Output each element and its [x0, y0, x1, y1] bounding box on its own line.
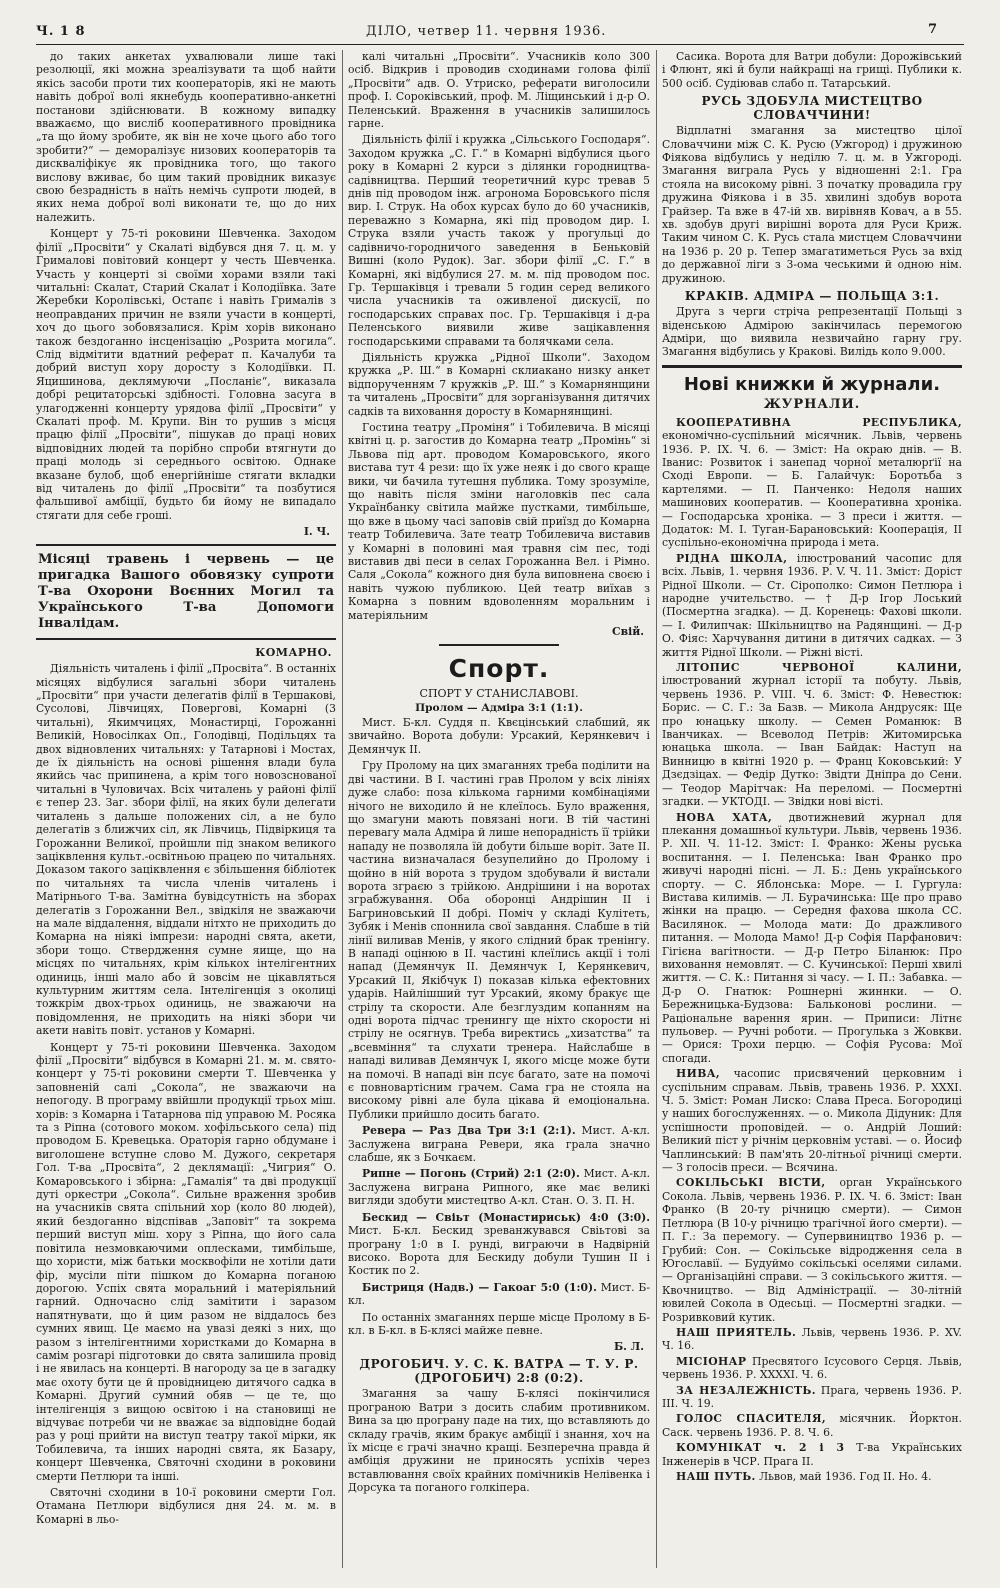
journal-title: ЗА НЕЗАЛЕЖНІСТЬ.	[676, 1383, 816, 1397]
match-lead: Бескид — Свіьт (Монастириськ) 4:0 (3:0).	[362, 1210, 650, 1224]
author-signature: Свій.	[612, 625, 644, 639]
article-paragraph: Друга з черги стріча репрезентації Польщі з віденською Адмірою закінчилась перемогою Адміри, що виявила незвичайно гарну гру. Змагання відбулись у Кракові. Вилідь коло 9.000.	[662, 305, 962, 359]
journal-entry	[662, 1384, 962, 1411]
match-report	[348, 1211, 650, 1278]
journal-title: РІДНА ШКОЛА,	[676, 551, 788, 565]
article-paragraph: Концерт у 75-ті роковини Шевченка. Заходом філії „Просвіти“ у Скалаті відбувся дня 7. ц. м. у Грималові повітовий концерт у честь Шевченка. Участь у концерті зі своїми хорами взяли такі читальні: Скалат, Старий Скалат і Колодіївка. Зате Жеребки Королівські, Остапє і навіть Грималів з неоправданих причин не взяли участи в концерті, хоч до цього зобовязалися. Крім хорів виконано також бездоганно інсценізацію „Розрита могила“. Слід відмітити вдатний реферат п. Качалуби та добрий виступ хору доросту з Колодіївки. П. Яцишинова, деклямуючи „Посланіє“, виказала добрі рецитаторські здібності. Головна засуга в улагодженні концерту урядова філії „Просвіти“ у Скалаті проф. М. Крупи. Він то рушив з місця працю філії „Просвіти“, пішукав до праці нових відповідних людей та порібно спроби втягнути до праці молодь зі середнього освітою. Однаке вказане булоб, щоб енергійніше стягати вкладки від читалень до філії „Просвіти“ та позбутися фальшивої амбіції, будьто би йому не випадало стягати для себе гроші.	[36, 227, 336, 522]
article-paragraph: до таких анкетах ухвалювали лише такі резолюції, які можна зреалізувати та щоб найти якісь засоби проти тих кооператорів, які не мають навіть доброї волі якнебудь кооперативно-анкетні постанови здійснювати. В кожному випадку вважаємо, що висліб кооперативного провідника „та що йому зробите, як він не хоче цього або того зробити?“ — деморалізує низових кооператорів та дискваліфікує як провідника того, що такого вислову вживає, бо цим такий провідник виказує свою безрадність в наїть немічь супроти людей, в яких нема доброї волі виконати те, що до них належить.	[36, 50, 336, 224]
journal-entry	[662, 1067, 962, 1174]
journal-description: Львів, червень 1936. Р. XV. Ч. 16.	[662, 1325, 962, 1353]
journal-title: НАШ ПУТЬ.	[676, 1470, 756, 1483]
place-heading: КОМАРНО.	[255, 646, 332, 660]
match-text: Мист. А-кл. Заслужена виграна Ревери, яка грала значно слабше, як з Бочкаєм.	[348, 1124, 650, 1165]
journal-description: ілюстрований часопис для всіх. Львів, 1. червня 1936. Р. V. Ч. 11. Зміст: Доріст Рідної Школи. — Ст. Сірополко: Симон Петлюра і народне учительство. — † Д-р Ігор Лоський (Посмертна згадка). — Д. Коренець: Фахові школи. — І. Филипчак: Шкільництво на Радянщині. — Д-р О. Фіяс: Харчування дитини в дитячих садках. — З життя Рідної Школи. — Ріжні вісті.	[662, 551, 962, 659]
match-text: Мист. Б-кл.	[348, 1280, 650, 1308]
article-paragraph: Діяльність читалень і філії „Просвіта“. В останніх місяцях відбулися загальні збори читалень „Просвіти“ при участи делегатів філії в Тершаковi, Сусолові, Лівчицях, Поверговi, Комарні (3 читальні), Якимчицях, Монастирці, Горожанні Великій, Новосілках Оп., Голодівці, Подільцях та двох відновлених читальнях: у Татарнові і Мостах, де їх діяльність на основі рішення влади була якийсь час припинена, а крім того новозснованої читальні в Чуловичах. Всіх читалень у районі філії є тепер 23. Заг. збори філії, на яких були делегати читалень з дальше положених сіл, а не було делегатів з ближчих сіл, як Лівчиць, Підвіркиця та Горожанни Великої, пройшли під знаком великого заціквлення культ.-освітньою працею по читальнях. Доказом такого заціквлення є збільшення бібліотек по читальнях та числа членів читалень і Матірнього Т-ва. Замітна бувідсутність на зборах делегатів з Горожанни Вел., звідкіля не зважаючи на мале віддалення, віддали нітхто не приходить до Комарна на ніякі імпрези: народні свята, акети, збори тощо. Ствердження сумне яище, що на місцях по читальнях, крім кількох інтелігентних одиниць, інші мало або й зовсім не цікавляться культурним життям села. Інтелігенція з околиці тожкрім двох-трьох одиниць, не зважаючи на повідомлення, не приходить на ніякі збори чи акети навіть повіт. установ у Комарні.	[36, 662, 336, 1038]
drogobych-heading: ДРОГОБИЧ. У. С. К. ВАТРА — Т. У. Р. (ДРОГОБИЧ) 2:8 (0:2).	[359, 1357, 639, 1386]
books-heading: Нові книжки й журнали.	[683, 373, 941, 395]
issue-number: Ч. 1 8	[36, 24, 86, 39]
journal-entry	[662, 416, 962, 550]
match-report	[348, 1167, 650, 1207]
journal-title: НАШ ПРИЯТЕЛЬ.	[676, 1325, 797, 1339]
column-3	[662, 50, 962, 1568]
journal-description: ілюстрований журнал історії та побуту. Львів, червень 1936. Р. VIII. Ч. 6. Зміст: Ф. Невестюк: Борис. — С. Г.: За Базв. — Микола Андрусяк: Ще про юнацьку школу. — Семен Романюк: В Іванчиках. — Всеволод Петрів: Житомирська юнацька школа. — Іван Байдак: Наступ на Винницю в квітні 1920 р. — Франц Коковський: У Дзєдзіцах. — Федір Дутко: Звідти Дніпра до Сени. — Теодор Марітчак: На переломі. — Посмертні згадки. — УКТОДІ. — Звідки нові вісті.	[662, 674, 962, 809]
journal-entry	[662, 1176, 962, 1323]
sport-section-title: Спорт.	[448, 654, 550, 684]
newspaper-title: ДІЛО, четвер 11. червня 1936.	[366, 24, 607, 39]
journal-title: ЛІТОПИС ЧЕРВОНОЇ КАЛИНИ,	[676, 661, 962, 675]
journal-description: економічно-суспільний місячник. Львів, червень 1936. Р. IX. Ч. 6. — Зміст: На окраю днів. — В. Іванис: Розвиток і занепад чорної металюрґії на Сході Европи. — Б. Галайчук: Боротьба з картелями. — П. Панченко: Недоля наших машинових кооператив. — Кооперативна хроніка. — Господарська хроніка. — З преси і життя. — Додаток: М. І. Туган-Барановський: Кооперація, II суспільно-економічна природа і мета.	[662, 429, 962, 550]
match-report	[348, 1281, 650, 1308]
journal-entry	[662, 1441, 962, 1468]
journal-title: ГОЛОС СПАСИТЕЛЯ,	[676, 1412, 827, 1426]
journal-description: Львов, май 1936. Год II. Но. 4.	[755, 1470, 932, 1483]
journal-title: СОКІЛЬСЬКІ ВІСТИ,	[676, 1176, 826, 1190]
journal-title: КОМУНІКАТ ч. 2 і 3	[676, 1441, 845, 1455]
journal-description: Прага, червень 1936. Р. III. Ч. 19.	[662, 1383, 962, 1410]
article-paragraph: Сасика. Ворота для Ватри добули: Дорожівський і Флюнт, які й були найкращі на грищі. Публики к. 500 осіб. Судіював слабо п. Татарський.	[662, 50, 962, 90]
column-divider	[342, 50, 343, 1568]
author-signature: І. Ч.	[303, 525, 330, 539]
match-lead: Бистриця (Надв.) — Гакоаг 5:0 (1:0).	[362, 1280, 597, 1294]
sport-subheading: СПОРТ У СТАНИСЛАВОВІ.	[419, 687, 579, 701]
column-divider	[656, 50, 657, 1568]
journal-entry	[662, 661, 962, 808]
journals-subheading: ЖУРНАЛИ.	[763, 396, 861, 412]
article-paragraph: Діяльність філії і кружка „Сільського Господаря“. Заходом кружка „С. Г.“ в Комарні відбулися цього року в Комарні 2 курси з ділянки городництва-садівництва. Перший теоретичний курс тревав 5 днів під проводом інж. агронома Боровського після вир. І. Струк. На обох курсах було до 60 учасників, переважно з Комарна, які під проводом дир. І. Струка взяли участь також у прогульці до садівничо-городничого заведення в Беньковій Вишні (коло Рудок). Заг. збори філії „С. Г.“ в Комарні, які відбулися 27. м. м. під проводом пос. Гр. Тершаківця і тревали 5 годин серед великого числа учасників та оживленої дискусії, по господарських справах пос. Гр. Тершаківця і д-ра Пеленського виявили живе зацікавлення господарськими справами та болячками села.	[348, 133, 650, 348]
article-paragraph: Святочні сходини в 10-ї роковини смерти Гол. Отамана Петлюри відбулися дня 24. м. м. в Комарні в льо-	[36, 1486, 336, 1526]
match-lead: Рипне — Погонь (Стрий) 2:1 (2:0).	[362, 1167, 580, 1181]
journal-description: часопис присвячений церковним і суспільним справам. Львів, травень 1936. Р. XXXI. Ч. 5. Зміст: Роман Лиско: Слава Преса. Богородиці у наших богослуженнях. — о. Микола Дідуник: Для успішности проповідей. — о. Андрій Лоший: Великий піст у річнім церковнім уставі. — о. Йосиф Чаплинський: В пам'ять 20-літньої річниці смерти. — З голосів преси. — Всячина.	[662, 1067, 962, 1175]
journal-entry	[662, 1355, 962, 1382]
journal-title: НОВА ХАТА,	[676, 810, 773, 824]
article-paragraph: калі читальні „Просвіти“. Учасників коло 300 осіб. Відкрив і проводив сходинами голова філії „Просвіти“ адв. О. Утриско, реферати виголосили проф. І. Сороківський, проф. М. Ліщинський і д-р О. Пеленський. Враження в учасників залишилось гарне.	[348, 50, 650, 131]
author-signature: Б. Л.	[613, 1340, 644, 1354]
section-rule	[439, 644, 559, 646]
journal-description: місячник. Йорктон. Саск. червень 1936. Р. 8. Ч. 6.	[662, 1412, 962, 1439]
match-report	[348, 1124, 650, 1164]
journal-entry	[662, 1412, 962, 1439]
match-text: Мист. Б-кл. Бескид зреванжувався Свіьтові за програну 1:0 в І. рунді, виграючи в Надвірній високо. Ворота для Бескиду добули Тушин II і Костик по 2.	[348, 1224, 650, 1278]
journal-description: Т-ва Українських Інженерів в ЧСР. Прага II.	[662, 1441, 962, 1468]
journal-title: НИВА,	[676, 1067, 721, 1081]
journal-description: двотижневий журнал для плекання домашньої культури. Львів, червень 1936. Р. XII. Ч. 11-12. Зміст: І. Франко: Жены руська воспитання. — І. Пеленська: Іван Франко про живучі народні пісні. — Л. Б.: День українського спорту. — С. Яблонська: Море. — І. Гургула: Вистава килимів. — Л. Бурачинська: Ще про право жінки на працю. — Середня фахова школа СС. Василянок. — Молода мати: До дражливого питання. — Молода Мамо! Д-р Софія Парфанович: Гігієна вагітности. — Д-р Петро Біланюк: Про виховання немовлят. — С. Кучинської: Перші хвилі життя. — С. К.: Питання зі часу. — І. П.: Забавка. — Д-р О. Гнатюк: Рошнерні жиннки. — О. Бережницька-Будзова: Бальконові рослини. — Раціональне варення ярин. — Приписи: Літнє пульовер. — Ручні роботи. — Прогулька з Жовкви. — Орися: Трохи перцю. — Софія Русова: Мої спогади.	[662, 810, 962, 1065]
match-title: Пролом — Адміра 3:1 (1:1).	[415, 702, 583, 715]
journal-entry	[662, 1326, 962, 1353]
header-rule	[36, 44, 964, 45]
article-paragraph: Концерт у 75-ті роковини Шевченка. Заходом філії „Просвіти“ відбувся в Комарні 21. м. м. свято-концерт у 75-ті роковини смерти Т. Шевченка у заповненій салі „Сокола“, не зважаючи на непогоду. В програму ввійшли продукції трьох міш. хорів: з Комарна і Татарнова під управою М. Росяка та з Ріпна (сотового моком. хофільського села) під проводом Б. Кревецька. Ораторія гарно обдумане і виголошене вступне слово М. Дужого, секретаря Гол. Т-ва „Просвіта“, 2 деклямації: „Чигрия“ О. Комаровського і збірна: „Гамалія“ та дві продукції дуті оркестри „Сокола“. Сильне враження зробив на учасників свята спільний хор (коло 80 людей), який бездоганно відспівав „Заповіт“ та зокрема перший виступ міш. хору з Ріпна, що його сала повітила незмовкаючими оплесками, тимбільше, що хористи, між батьки москвофіли не хотіли дати фір, мусіли піти пішком до Комарна поганою дорогою. Успіх свята моральний і матеріяльний гарний. Одночасно слід замітити і заразом напятнувати, що й цим разом не віддалось без сумних явищ. Це маємо на увазі деякі з них, що разом з інтелігентними хористками до Комарна в самім розгарі підготовки до свята залишила провід і не явилась на концерті. В нагороду за це в загадку має охоту бути це й провідницею дитячого садка в Комарні. Другий сумний обяв — це те, що інтелігенція з вищою освітою і на становищі не відчуває потреби чи не вважає за відповідне бодай раз у році прийти на виступ театру такої мірки, як Тобилевича, та інших народні свята, як Базару, концерт Шевченка, Святочні сходини в роковини смерти Петлюри та інші.	[36, 1040, 336, 1483]
match-lead: Ревера — Раз Два Три 3:1 (2:1).	[362, 1124, 576, 1138]
article-paragraph: Діяльність кружка „Рідної Школи“. Заходом кружка „Р. Ш.“ в Комарні склиакано низку анкет відпорученням 7 кружків „Р. Ш.“ з Комарнянщини та читалень „Просвіти“ для зорганізування дитячих садків та виховання доросту в Комарнянщині.	[348, 350, 650, 418]
article-paragraph: Мист. Б-кл. Суддя п. Квєцінський слабший, як звичайно. Ворота добули: Урсакий, Керянкевич і Демянчук II.	[348, 716, 650, 756]
column-1	[36, 50, 336, 1568]
journal-entry	[662, 1470, 962, 1483]
journal-entry	[662, 552, 962, 659]
rus-heading: РУСЬ ЗДОБУЛА МИСТЕЦТВО СЛОВАЧЧИНИ!	[701, 94, 923, 123]
article-paragraph: Змагання за чашу Б-клясі покінчилися програною Ватри з досить слабим противником. Вина за цю програну паде на тих, що вставляють до складу грачів, яким бракує амбіції і знання, хоч на їх місце є грачі значно кращі. Безперечна правда й амбіція дружини не приносять успіхів через вставлювання своїх крайних помічників Нелівенка і Дорсука та поганого голкіпера.	[348, 1387, 650, 1495]
section-rule	[662, 365, 962, 368]
match-text: Мист. А-кл. Заслужена виграна Рипного, яке має великі вигляди здобути мистецтво А-кл. Стан. О. З. П. Н.	[348, 1167, 650, 1208]
journal-description: Пресвятого Ісусового Серця. Львів, червень 1936. Р. XXXXI. Ч. 6.	[662, 1354, 962, 1382]
journal-title: КООПЕРАТИВНА РЕСПУБЛИКА,	[676, 415, 962, 429]
article-paragraph: Гру Пролому на цих змаганнях треба поділити на дві частини. В І. частині грав Пролом у всіх лініях дуже слабо: поза кількома гарними комбінаціями нічого не виходило й не клеїлось. Було враження, що змагуни мають повязані ноги. В тій частині перевагу мала Адміра й лише непорадність її трійки нападу не позволяла їй добути більше воріт. Зате II. частина визначалася безупелийно до Пролому і щойно в ній ворота з трудом здобували й вистали ворота зграєю з трійкою. Андрішини і на воротах зграбжування. Оба оборонці Андрішин II і Багриновський II добрі. Поміч у складі Кулітеть, Зубяк і Менів споннила свої завдання. Слабше в тій лінії виливав Менів, у якого слідний брак тренінгу. В нападі оцінюю в II. частині клеїлись акції і толі напад (Демянчук II. Демянчук I, Керянкевич, Урсакий II, Якібчук I) показав кілька ефектовних ударів. Найлішший тут Урсакий, якому бракує ще стрілу та скорости. Але безглуздим копанням на одні ворота підчас тренингу ще ніхто скорости ні стрілу не осягнув. Треба виректись „хизатства“ та „всевміння“ та слухати тренера. Найслабше в нападі виливав Демянчук I, якого місце може бути на помочі. В нападі він псує багато, зате на помочі є повновартісним грачем. Сама гра не стояла на високому рівні але була цікава й емоціональна. Публики прийшло досить багато.	[348, 759, 650, 1121]
masthead	[36, 20, 938, 42]
krakow-heading: КРАКІВ. АДМІРА — ПОЛЬЩА 3:1.	[684, 289, 940, 304]
article-paragraph: Гостина театру „Проміня“ і Тобилевича. В місяці квітні ц. р. загостив до Комарна театр „Промінь“ зі Львова під арт. проводом Комаровського, якого вистава тут 4 рези: що їх уже неяк і до свого краще вики, чи бачила тутешня публика. Тому зрозуміле, що навіть після зміни наголовків пес сала Українбанку світила майже пустками, тимбільше, що вже в цьому часі заповів свій приїзд до Комарна театр Тобилевича. Зате театр Тобилевича виставив у Комарні в половині мая травня сім пес, тоді виставив дві пеcи в селах Горожанна Вел. і Рімно. Саля „Сокола“ кожного дня була виповнена своєю і навіть чужою публикою. Цей театр виїхав з Комарна з повним вдоволенням моральним і матеріяльним	[348, 420, 650, 622]
article-paragraph: Відплатні змагання за мистецтво цілої Словаччини між С. К. Русю (Ужгород) і дружиною Фіякова відбулись у неділю 7. ц. м. в Ужгороді. Змагання виграла Русь у відношенні 2:1. Гра стояла на високому рівні. З початку провадила гру дружина Фіякова і в 35. хвилині здобув ворота Грайзер. Та вже в 47-ій хв. вирівняв Ковач, а в 55. хв. здобув другі вирішні ворота для Руси Криж. Таким чином С. К. Русь стала мистцем Словаччини на 1936 р. 20 р. Тепер змагатиметься Русь за вхід до державної ліги з 3-ома чеськими й одною нім. дружиною.	[662, 124, 962, 285]
page-number: 7	[927, 22, 938, 37]
column-2	[348, 50, 650, 1568]
notice-box: Місяці травень і червень — це пригадка Вашого обовязку супроти Т-ва Охорони Воєнних Могил та Українського Т-ва Допомоги Інвалідам.	[36, 544, 336, 640]
journal-title: МІСІОНАР	[676, 1354, 747, 1368]
article-paragraph: По останніх змаганнях перше місце Пролому в Б-кл. в Б-кл. в Б-клясі майже певне.	[348, 1310, 650, 1337]
journal-description: орган Українського Сокола. Львів, червень 1936. Р. IX. Ч. 6. Зміст: Іван Франко (В 20-ту річницю смерти). — Симон Петлюра (В 10-у річницю трагічної його смерти). — П. Г.: За перемогу. — Супервиництво 1936 р. — Грубий: Сон. — Сокільське відродження села в Югославії. — Будуймо сокільські оселями силами. — Організаційні справи. — З сокільського життя. — Квочництво. — Від Адміністрації. — 30-літній ювилей Сокола в Одесьці. — Посмертні згадки. — Розривковий кутик.	[662, 1176, 962, 1324]
journal-entry	[662, 811, 962, 1066]
